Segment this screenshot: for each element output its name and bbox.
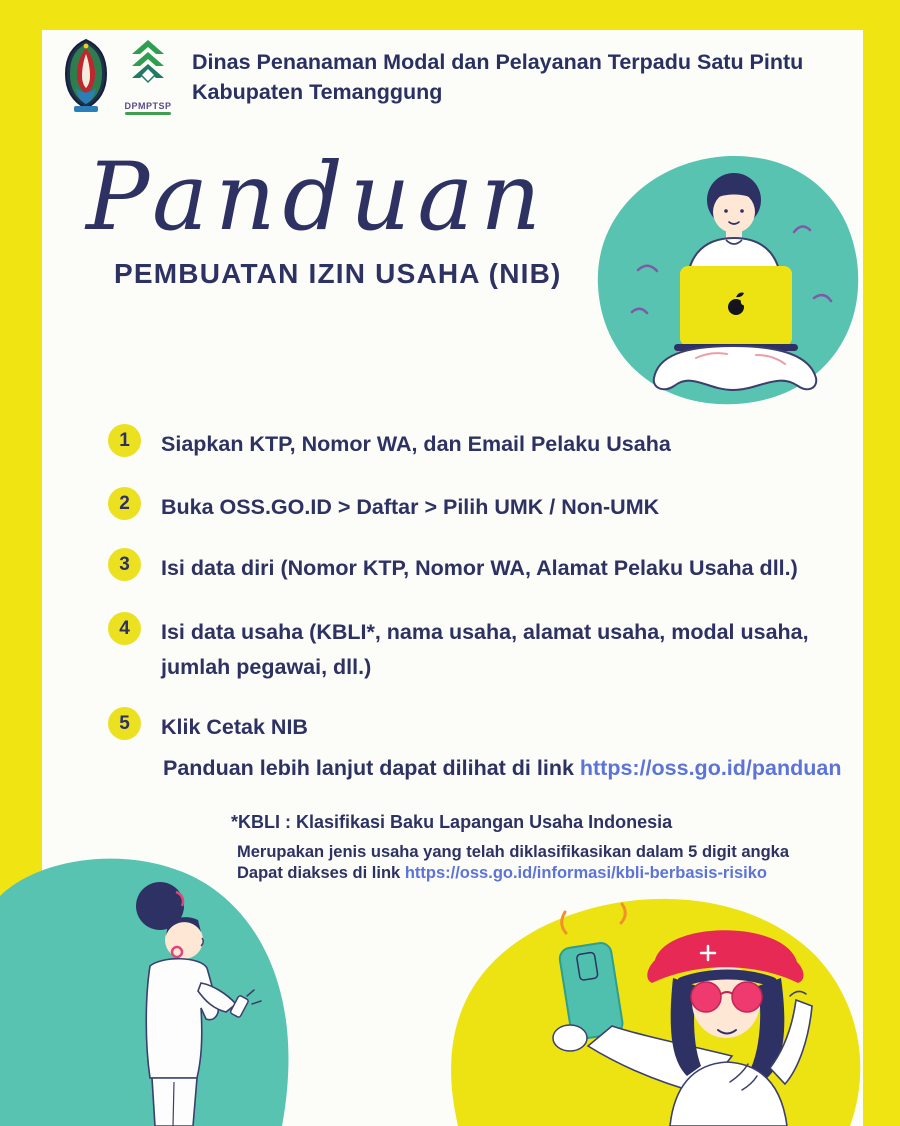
more-info-line bbox=[163, 756, 841, 781]
step-item-1 bbox=[108, 424, 671, 462]
woman-selfie-with-phone-illustration bbox=[430, 850, 900, 1126]
woman-standing-with-phone-illustration bbox=[0, 846, 340, 1126]
step-text: Isi data diri (Nomor KTP, Nomor WA, Alamat Pelaku Usaha dll.) bbox=[161, 556, 798, 580]
step-number-badge: 2 bbox=[108, 487, 141, 520]
step-item-2 bbox=[108, 487, 659, 525]
temanggung-crest-icon bbox=[62, 38, 110, 118]
dpmptsp-logo bbox=[124, 38, 172, 115]
kbli-definition: *KBLI : Klasifikasi Baku Lapangan Usaha Indonesia bbox=[231, 812, 673, 832]
step-text: Buka OSS.GO.ID > Daftar > Pilih UMK / Non-UMK bbox=[161, 495, 660, 519]
dpmptsp-logo-subline bbox=[125, 112, 171, 115]
step-item-3 bbox=[108, 548, 798, 586]
oss-panduan-link[interactable]: https://oss.go.id/panduan bbox=[579, 756, 842, 780]
step-item-4 bbox=[108, 612, 855, 685]
dpmptsp-logo-label: DPMPTSP bbox=[124, 101, 172, 111]
step-text: Siapkan KTP, Nomor WA, dan Email Pelaku Usaha bbox=[161, 432, 671, 456]
agency-name-line1: Dinas Penanaman Modal dan Pelayanan Terpadu Satu Pintu bbox=[192, 50, 804, 74]
step-item-5 bbox=[108, 707, 308, 745]
kbli-footnote bbox=[231, 812, 789, 885]
kbli-link-prefix: Dapat diakses di link bbox=[237, 864, 405, 883]
header bbox=[62, 38, 803, 118]
step-number-badge: 1 bbox=[108, 424, 141, 457]
step-text: Klik Cetak NIB bbox=[161, 715, 308, 739]
page-title-script: Panduan bbox=[86, 143, 548, 252]
step-number-badge: 3 bbox=[108, 548, 141, 581]
kbli-description: Merupakan jenis usaha yang telah diklasifikasikan dalam 5 digit angka bbox=[237, 843, 790, 861]
step-text: Isi data usaha (KBLI*, nama usaha, alamat usaha, modal usaha, jumlah pegawai, dll.) bbox=[161, 620, 809, 679]
agency-name bbox=[192, 38, 803, 107]
more-info-text: Panduan lebih lanjut dapat dilihat di link bbox=[163, 756, 580, 780]
page-subtitle: PEMBUATAN IZIN USAHA (NIB) bbox=[114, 258, 562, 289]
kbli-link-line bbox=[237, 863, 789, 884]
step-number-badge: 4 bbox=[108, 612, 141, 645]
agency-name-line2: Kabupaten Temanggung bbox=[192, 79, 443, 104]
kbli-risk-link[interactable]: https://oss.go.id/informasi/kbli-berbasis-risiko bbox=[404, 864, 767, 883]
dpmptsp-logo-icon bbox=[124, 38, 172, 96]
person-with-laptop-illustration bbox=[588, 150, 868, 410]
step-number-badge: 5 bbox=[108, 707, 141, 740]
